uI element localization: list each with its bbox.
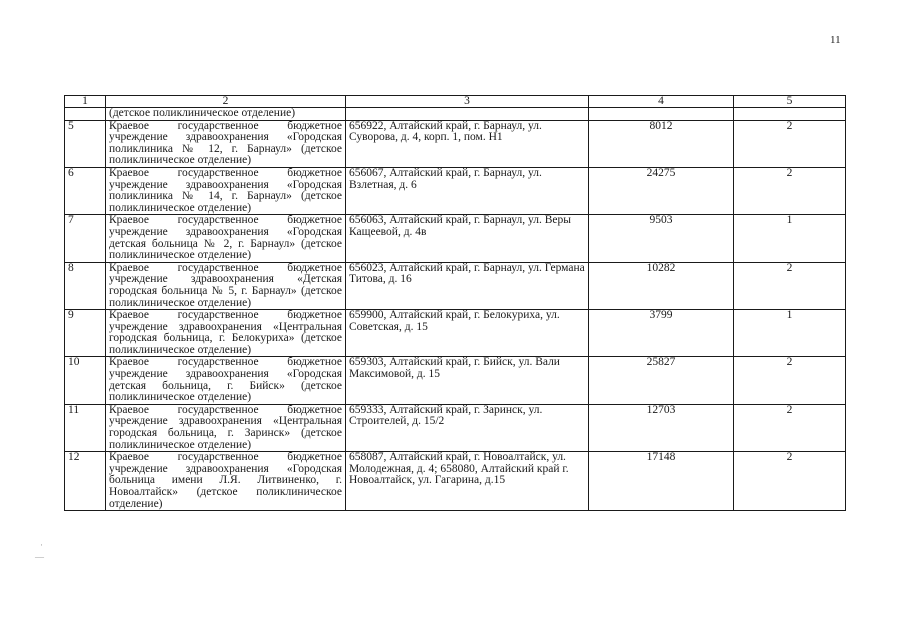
attached-population: 12703 (589, 404, 734, 451)
care-level: 1 (734, 215, 846, 262)
header-cell: 4 (589, 96, 734, 108)
institution-name: Краевое государственное бюджетное учреждение здравоохранения «Детская городская больница № 5, г. Барнаул» (детское поликлиническое отделение) (106, 262, 346, 309)
continuation-row (65, 108, 846, 121)
header-cell: 3 (346, 96, 589, 108)
attached-population: 24275 (589, 167, 734, 214)
row-number: 6 (65, 167, 106, 214)
scan-mark: · (40, 540, 43, 550)
header-cell: 1 (65, 96, 106, 108)
attached-population: 8012 (589, 120, 734, 167)
header-cell: 5 (734, 96, 846, 108)
row-number: 5 (65, 120, 106, 167)
page-number: 11 (830, 34, 841, 46)
table-row (65, 452, 846, 511)
care-level: 2 (734, 452, 846, 511)
care-level: 1 (734, 310, 846, 357)
header-cell: 2 (106, 96, 346, 108)
care-level: 2 (734, 262, 846, 309)
institution-name: Краевое государственное бюджетное учреждение здравоохранения «Городская поликлиника № 14, г. Барнаул» (детское поликлиническое отделение) (106, 167, 346, 214)
row-number: 11 (65, 404, 106, 451)
continuation-text: (детское поликлиническое отделение) (106, 108, 346, 121)
facilities-table (64, 95, 846, 511)
header-row (65, 96, 846, 108)
table-row (65, 215, 846, 262)
care-level: 2 (734, 167, 846, 214)
table-row (65, 120, 846, 167)
institution-address: 656922, Алтайский край, г. Барнаул, ул. Суворова, д. 4, корп. 1, пом. Н1 (346, 120, 589, 167)
institution-name: Краевое государственное бюджетное учреждение здравоохранения «Центральная городская больница, г. Заринск» (детское поликлиническое отделение) (106, 404, 346, 451)
institution-address: 656023, Алтайский край, г. Барнаул, ул. Германа Титова, д. 16 (346, 262, 589, 309)
attached-population: 25827 (589, 357, 734, 404)
institution-name: Краевое государственное бюджетное учреждение здравоохранения «Городская детская больница № 2, г. Барнаул» (детское поликлиническое отделение) (106, 215, 346, 262)
table-row (65, 310, 846, 357)
institution-name: Краевое государственное бюджетное учреждение здравоохранения «Городская поликлиника № 12, г. Барнаул» (детское поликлиническое отделение) (106, 120, 346, 167)
care-level: 2 (734, 404, 846, 451)
care-level: 2 (734, 120, 846, 167)
institution-address: 659333, Алтайский край, г. Заринск, ул. Строителей, д. 15/2 (346, 404, 589, 451)
institution-address: 659900, Алтайский край, г. Белокуриха, ул. Советская, д. 15 (346, 310, 589, 357)
scan-mark: — (35, 552, 44, 562)
attached-population: 3799 (589, 310, 734, 357)
table-row (65, 262, 846, 309)
institution-address: 659303, Алтайский край, г. Бийск, ул. Вали Максимовой, д. 15 (346, 357, 589, 404)
row-number: 7 (65, 215, 106, 262)
institution-name: Краевое государственное бюджетное учреждение здравоохранения «Городская детская больница, г. Бийск» (детское поликлиническое отделение) (106, 357, 346, 404)
attached-population: 10282 (589, 262, 734, 309)
table-row (65, 167, 846, 214)
attached-population: 17148 (589, 452, 734, 511)
row-number: 9 (65, 310, 106, 357)
institution-address: 656067, Алтайский край, г. Барнаул, ул. Взлетная, д. 6 (346, 167, 589, 214)
table-row (65, 357, 846, 404)
care-level: 2 (734, 357, 846, 404)
institution-name: Краевое государственное бюджетное учреждение здравоохранения «Городская больница имени Л.Я. Литвиненко, г. Новоалтайск» (детское поликлиническое отделение) (106, 452, 346, 511)
institution-address: 658087, Алтайский край, г. Новоалтайск, ул. Молодежная, д. 4; 658080, Алтайский край г. Новоалтайск, ул. Гагарина, д.15 (346, 452, 589, 511)
institution-address: 656063, Алтайский край, г. Барнаул, ул. Веры Кащеевой, д. 4в (346, 215, 589, 262)
row-number: 10 (65, 357, 106, 404)
row-number: 12 (65, 452, 106, 511)
table-row (65, 404, 846, 451)
attached-population: 9503 (589, 215, 734, 262)
row-number: 8 (65, 262, 106, 309)
institution-name: Краевое государственное бюджетное учреждение здравоохранения «Центральная городская больница, г. Белокуриха» (детское поликлиническое отделение) (106, 310, 346, 357)
